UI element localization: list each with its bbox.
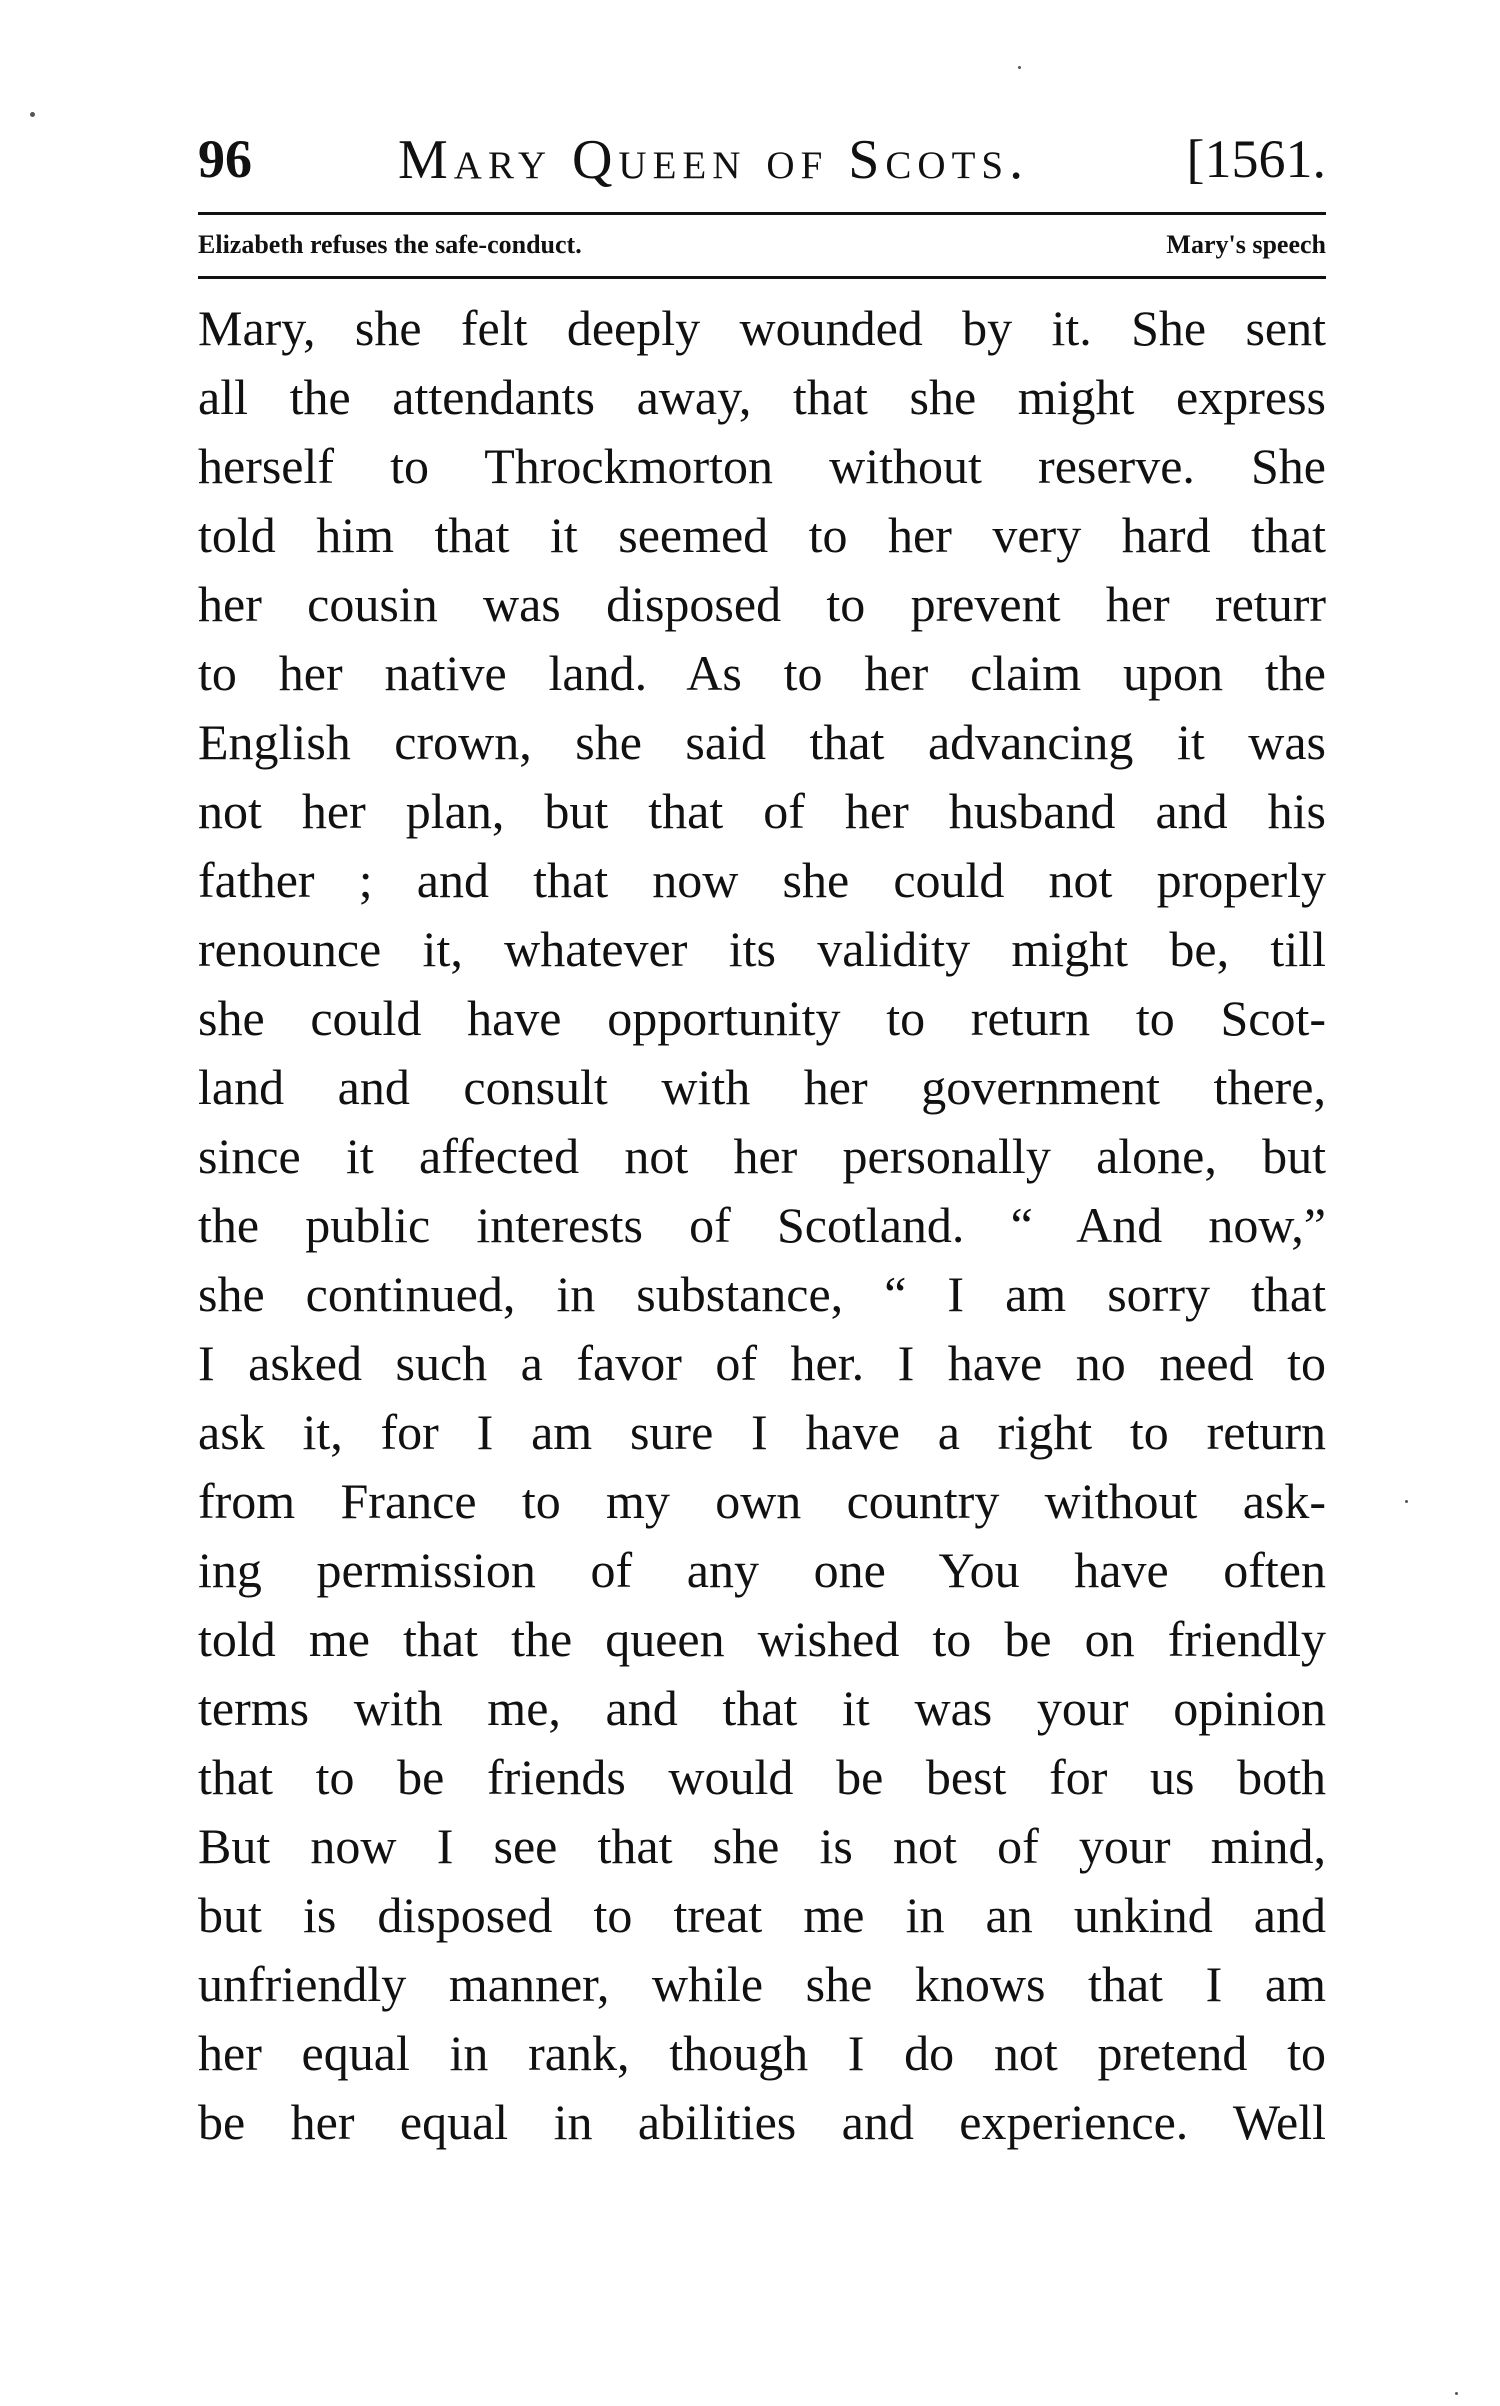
text-line: herself to Throckmorton without reserve. She: [198, 438, 1326, 494]
side-note-right: Mary's speech: [1166, 230, 1326, 259]
side-note-left: Elizabeth refuses the safe-conduct.: [198, 230, 582, 259]
year-marker: [1561.: [1186, 129, 1326, 189]
running-head: [198, 118, 1326, 198]
scan-speck: [1405, 1500, 1408, 1503]
text-line: English crown, she said that advancing it was: [198, 714, 1326, 770]
text-line: to her native land. As to her claim upon the: [198, 645, 1326, 701]
text-line: unfriendly manner, while she knows that I am: [198, 1956, 1326, 2012]
scan-speck: [1455, 2392, 1458, 2395]
scan-speck: [30, 112, 35, 117]
text-line: ing permission of any one You have often: [198, 1542, 1326, 1598]
book-title: Mary Queen of Scots.: [398, 129, 1030, 191]
page-number: 96: [198, 129, 252, 189]
scan-speck: [1018, 66, 1021, 69]
text-line: renounce it, whatever its validity might be, till: [198, 921, 1326, 977]
text-line: but is disposed to treat me in an unkind and: [198, 1887, 1326, 1943]
text-line: her equal in rank, though I do not pretend to: [198, 2025, 1326, 2081]
header-rule-top: [198, 212, 1326, 215]
text-line: father ; and that now she could not properly: [198, 852, 1326, 908]
text-line: land and consult with her government there,: [198, 1059, 1326, 1115]
body-text: [198, 294, 1326, 2157]
text-line: since it affected not her personally alone, but: [198, 1128, 1326, 1184]
text-line: told him that it seemed to her very hard that: [198, 507, 1326, 563]
text-line: But now I see that she is not of your mind,: [198, 1818, 1326, 1874]
text-line: ask it, for I am sure I have a right to return: [198, 1404, 1326, 1460]
text-line: that to be friends would be best for us both: [198, 1749, 1326, 1805]
header-rule-bottom: [198, 276, 1326, 279]
text-line: I asked such a favor of her. I have no need to: [198, 1335, 1326, 1391]
text-line: her cousin was disposed to prevent her returr: [198, 576, 1326, 632]
text-line: the public interests of Scotland. “ And now,”: [198, 1197, 1326, 1253]
text-line: she continued, in substance, “ I am sorry that: [198, 1266, 1326, 1322]
text-line: be her equal in abilities and experience. Well: [198, 2094, 1326, 2150]
text-line: from France to my own country without ask-: [198, 1473, 1326, 1529]
text-line: terms with me, and that it was your opinion: [198, 1680, 1326, 1736]
text-line: told me that the queen wished to be on friendly: [198, 1611, 1326, 1667]
text-line: not her plan, but that of her husband and his: [198, 783, 1326, 839]
text-line: she could have opportunity to return to Scot-: [198, 990, 1326, 1046]
text-line: Mary, she felt deeply wounded by it. She sent: [198, 300, 1326, 356]
text-line: all the attendants away, that she might express: [198, 369, 1326, 425]
